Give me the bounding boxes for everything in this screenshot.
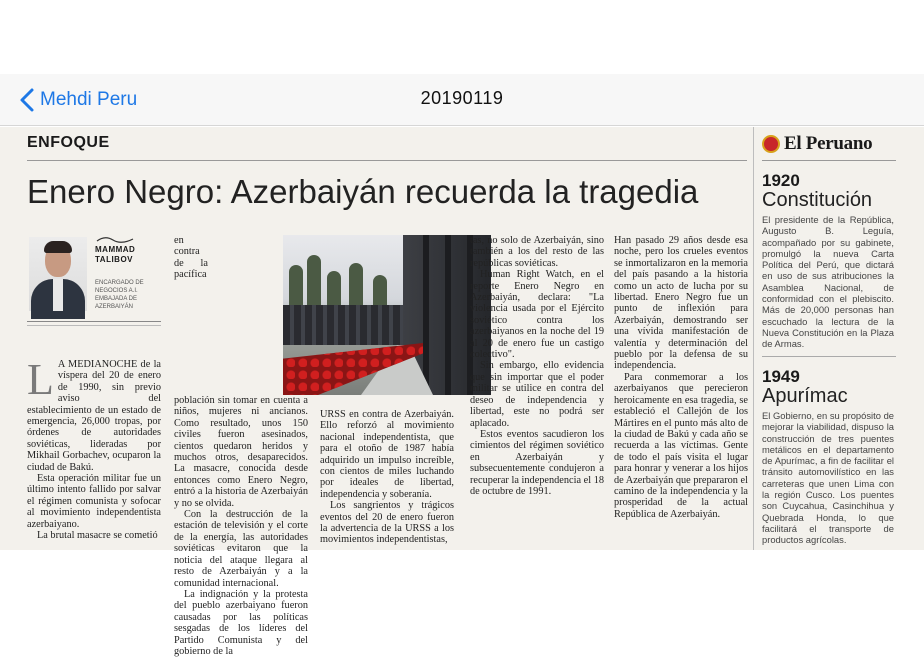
dropcap: L	[27, 355, 54, 404]
newspaper-page[interactable]	[0, 127, 924, 657]
article-column-4	[470, 235, 604, 550]
author-name: MAMMAD TALIBOV	[95, 245, 136, 264]
memorial-photo	[283, 235, 491, 395]
sidebar-year: 1949	[762, 367, 800, 386]
divider	[27, 160, 747, 161]
paragraph: en contra de la pacífica población sin tomar en cuenta a niños, mujeres ni ancianos. Como resultado, unos 150 civiles fueron asesinados, cientos quedaron heridos y muchos otros, desaparecidos. La masacre, conocida desde entonces como Enero Negro, entró a la historia de Azerbaiyán y no se olvida.	[174, 235, 308, 509]
paragraph: Los sangrientos y trágicos eventos del 20 de enero fueron la advertencia de la URSS a los movimientos independentistas,	[320, 500, 454, 546]
newspaper-logo	[762, 133, 872, 155]
section-label: ENFOQUE	[27, 134, 110, 151]
paragraph: Para conmemorar a los azerbaiyanos que perecieron heroicamente en esa tragedia, se estableció el Callejón de los Mártires en el punto más alto de la ciudad de Bakú y cada año se recuerda a las víctimas. Gente de todo el país visita el lugar para honrar y venerar a los hijos de Azerbaiyán que prepararon el camino de la independencia y la prosperidad de la actual República de Azerbaiyán.	[614, 371, 748, 520]
divider	[753, 127, 754, 550]
sidebar-title: Apurímac	[762, 385, 848, 407]
sidebar-year: 1920	[762, 171, 800, 190]
paragraph: tas, no solo de Azerbaiyán, sino también a los del resto de las repúblicas soviéticas.	[470, 235, 604, 269]
paragraph: Sin embargo, ello evidencia que sin importar que el poder militar se utilice en contra del deseo de independencia y libertad, este no podrá ser aplacado.	[470, 360, 604, 429]
author-role: ENCARGADO DE NEGOCIOS A.I. EMBAJADA DE AZERBAIYÁN	[95, 280, 144, 310]
nav-title: 20190119	[420, 88, 504, 108]
swirl-icon	[95, 235, 135, 245]
navigation-bar	[0, 74, 924, 126]
divider	[762, 356, 896, 357]
article-column-3	[320, 409, 454, 550]
paragraph: A MEDIANOCHE de la víspera del 20 de enero de 1990, sin previo aviso del establecimiento de un estado de emergencia, 26,000 tropas, por órdenes de autoridades soviéticas, lideradas por Mikhail Gorbachev, ocuparon la ciudad de Bakú.	[27, 359, 161, 473]
divider	[27, 321, 161, 322]
divider	[762, 160, 896, 161]
paragraph: Human Right Watch, en el reporte Enero Negro en Azerbaiyán, declara: "La violencia usada por el Ejército soviético contra los azerbaiyanos en la noche del 19 al 20 de enero fue un castigo colectivo".	[470, 269, 604, 361]
paragraph: La brutal masacre se cometió	[37, 530, 158, 542]
paragraph: Estos eventos sacudieron los cimientos del régimen soviético en Azerbaiyán y subsecuentemente condujeron a recuperar la independencia el 18 de octubre de 1991.	[470, 428, 604, 497]
paragraph: Han pasado 29 años desde esa noche, pero los crueles eventos se inmortalizaron en la memoria del país pasando a la historia como un acto de lucha por su libertad. Enero Negro fue un punto de inflexión para Azerbaiyán, demostrando ser una vívida manifestación de valentía y determinación del pueblo por la defensa de su independencia.	[614, 235, 748, 372]
paragraph: Con la destrucción de la estación de televisión y el corte de la energía, las autoridades soviéticas evitaron que la noticia del ataque llegara al resto de Azerbaiyán y a la comunidad internacional.	[174, 509, 308, 589]
article-column-5	[614, 235, 748, 550]
author-photo	[29, 237, 87, 311]
headline: Enero Negro: Azerbaiyán recuerda la tragedia	[27, 173, 699, 210]
coat-of-arms-icon	[762, 135, 780, 153]
sidebar-title: Constitución	[762, 189, 873, 211]
sidebar-text: El presidente de la República, Augusto B. Leguía, acompañado por su gabinete, promulgó la nueva Carta Política del Perú, que dictará en uso de sus atribuciones la Asamblea Nacional, de conformidad con el plebiscito. Más de 20,000 personas han escuchado la lectura de la Nueva Constitución en la Plaza de Armas.	[762, 214, 894, 350]
paragraph: URSS en contra de Azerbaiyán. Ello reforzó al movimiento nacional independentista, que para el otoño de 1987 había adquirido un impulso increíble, con cientos de miles luchando por ideales de libertad, independencia y soberanía.	[320, 409, 454, 500]
sidebar-text: El Gobierno, en su propósito de mejorar la viabilidad, dispuso la construcción de tres puentes metálicos en el departamento de Apurímac, a fin de facilitar el tránsito automovilístico en las carreteras que unen Lima con la región Cusco. Los puentes son Cuycahua, Casinchihua y Quebrada Honda, lo que facilitará el transporte de productos agrícolas.	[762, 410, 894, 546]
article-column-1	[27, 355, 161, 550]
paragraph: Esta operación militar fue un último intento fallido por salvar el régimen comunista y sofocar al movimiento independentista azerbaiyano.	[27, 473, 161, 530]
divider	[27, 325, 161, 326]
paragraph: La indignación y la protesta del pueblo azerbaiyano fueron causadas por las políticas sesgadas de los líderes del Partido Comunista y del gobierno de la	[174, 588, 308, 657]
logo-text: El Peruano	[784, 133, 873, 154]
back-button-label: Mehdi Peru	[40, 89, 138, 110]
